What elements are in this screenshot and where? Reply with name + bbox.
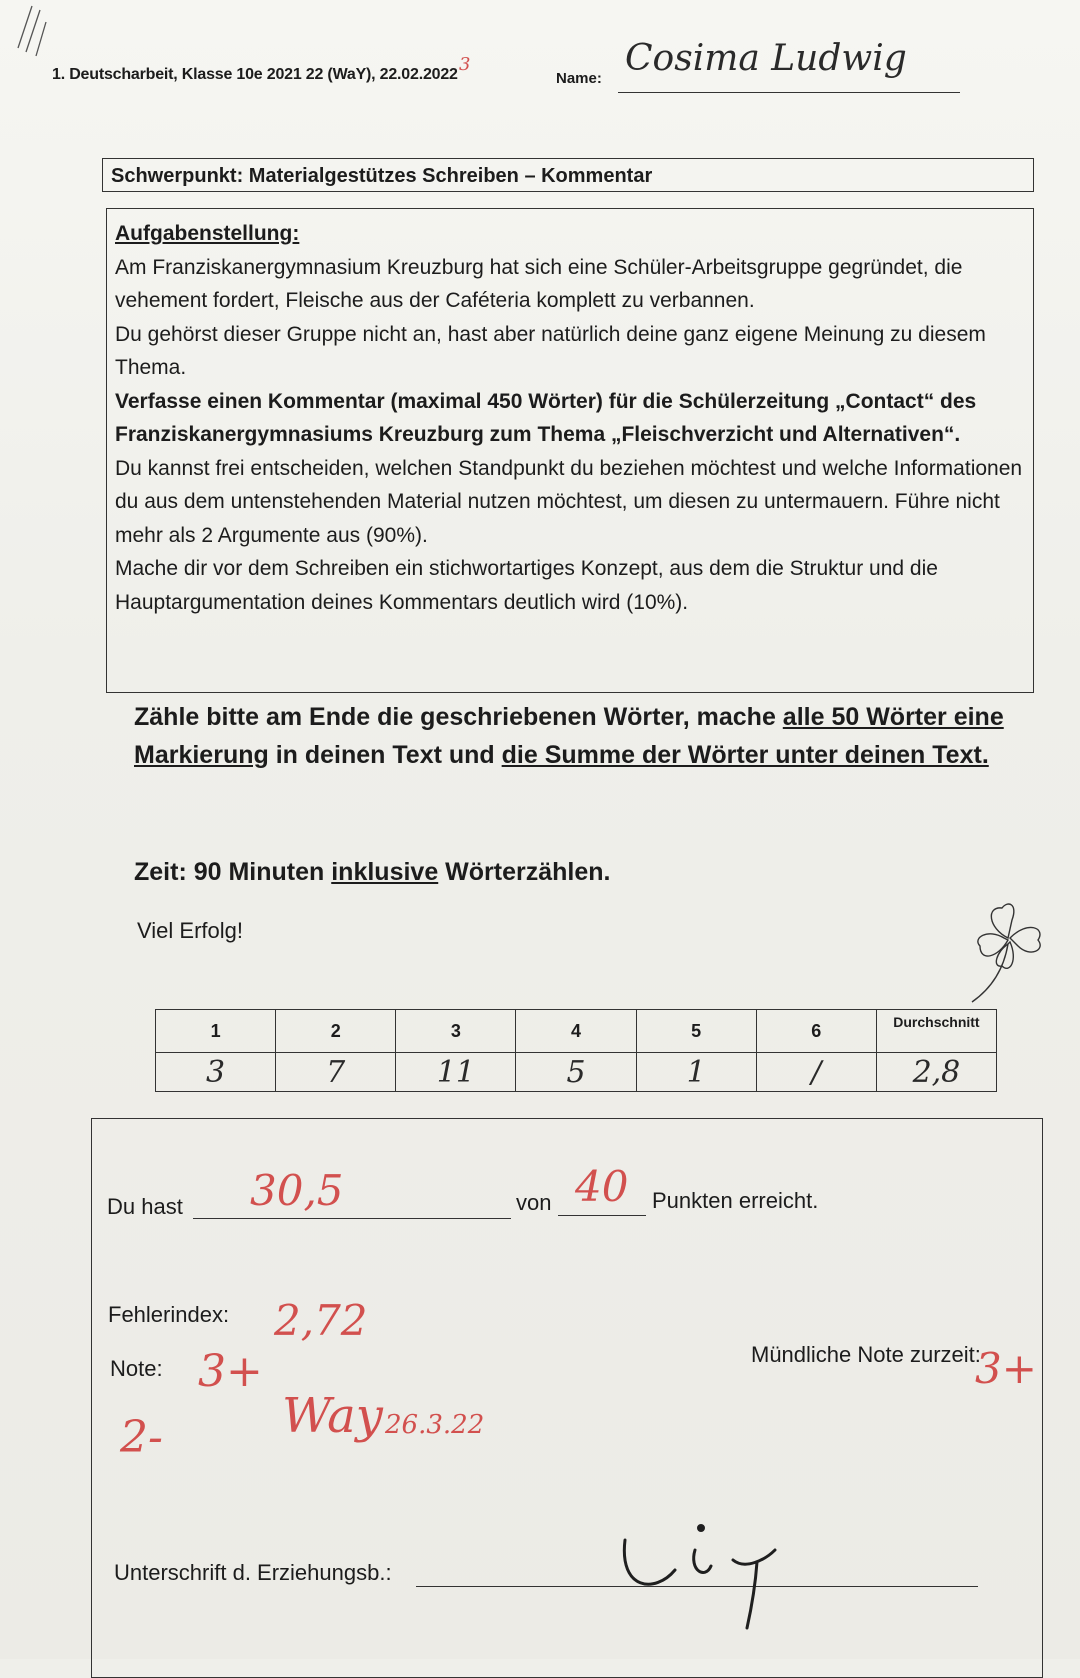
grade-header-row bbox=[156, 1010, 997, 1053]
instr-part-2: alle 50 Wörter eine Markierung bbox=[134, 703, 1004, 769]
grade-count: 3 bbox=[156, 1053, 276, 1092]
task-para-2: Du gehörst dieser Gruppe nicht an, hast aber natürlich deine ganz eigene Meinung zu diesem Thema. bbox=[115, 322, 986, 379]
grade-header: 6 bbox=[756, 1010, 876, 1053]
word-count-instructions bbox=[134, 698, 1014, 774]
grade-count: 11 bbox=[396, 1053, 516, 1092]
result-box bbox=[91, 1118, 1043, 1678]
exam-title: 1. Deutscharbeit, Klasse 10e 2021 22 (WaY), 22.02.2022 bbox=[52, 66, 458, 83]
date-correction: 3 bbox=[459, 54, 471, 75]
time-note bbox=[134, 858, 610, 887]
grading-date: 26.3.22 bbox=[385, 1410, 485, 1440]
you-have-label: Du hast bbox=[107, 1194, 183, 1219]
instr-part-4: die Summe der Wörter unter deinen Text. bbox=[501, 741, 989, 769]
oral-grade-value: 3+ bbox=[975, 1344, 1037, 1393]
error-index-value: 2,72 bbox=[274, 1296, 368, 1345]
name-line bbox=[618, 92, 960, 93]
points-achieved: 30,5 bbox=[250, 1166, 344, 1215]
instr-part-3: in deinen Text und bbox=[268, 741, 502, 769]
grade-label: Note: bbox=[110, 1356, 163, 1381]
max-points: 40 bbox=[575, 1162, 629, 1211]
grade-count: 1 bbox=[636, 1053, 756, 1092]
task-para-1: Am Franziskanergymnasium Kreuzburg hat sich eine Schüler-Arbeitsgruppe gegründet, die vehement fordert, Fleische aus der Caféteria komplett zu verbannen. bbox=[115, 255, 963, 312]
focus-box bbox=[102, 158, 1034, 192]
task-para-5: Mache dir vor dem Schreiben ein stichwortartiges Konzept, aus dem die Struktur und die Hauptargumentation deines Kommentars deutlich wird (10%). bbox=[115, 557, 938, 614]
parent-signature bbox=[615, 1510, 805, 1630]
grade-header: 1 bbox=[156, 1010, 276, 1053]
points-line bbox=[193, 1218, 511, 1219]
task-heading: Aufgabenstellung: bbox=[115, 222, 300, 245]
task-para-4: Du kannst frei entscheiden, welchen Standpunkt du beziehen möchtest und welche Informationen du aus dem untenstehenden Material nutzen möchtest, um diesen zu untermauern. Führe nicht mehr als 2 Argumente aus (90%). bbox=[115, 456, 1023, 547]
of-label: von bbox=[516, 1190, 552, 1215]
time-part-2: inklusive bbox=[331, 858, 439, 886]
grade-count-row bbox=[156, 1053, 997, 1092]
grade-count: / bbox=[756, 1053, 876, 1092]
time-part-3: Wörterzählen. bbox=[438, 858, 611, 886]
grade-header: 2 bbox=[276, 1010, 396, 1053]
max-points-line bbox=[558, 1215, 646, 1216]
good-luck: Viel Erfolg! bbox=[137, 918, 243, 943]
signature-label: Unterschrift d. Erziehungsb.: bbox=[114, 1560, 392, 1585]
grade-count: 7 bbox=[276, 1053, 396, 1092]
oral-grade-label: Mündliche Note zurzeit: bbox=[751, 1342, 981, 1367]
grade-main: 3+ bbox=[198, 1346, 263, 1397]
average-header: Durchschnitt bbox=[876, 1010, 996, 1053]
instr-part-1: Zähle bitte am Ende die geschriebenen Wörter, mache bbox=[134, 703, 783, 731]
points-reached-label: Punkten erreicht. bbox=[652, 1188, 819, 1213]
grade-header: 3 bbox=[396, 1010, 516, 1053]
focus-label: Schwerpunkt: Materialgestützes Schreiben – Kommentar bbox=[111, 165, 653, 187]
grade-distribution-table bbox=[155, 1009, 997, 1092]
average-value: 2,8 bbox=[876, 1053, 996, 1092]
name-label: Name: bbox=[556, 70, 602, 87]
grade-header: 4 bbox=[516, 1010, 636, 1053]
task-para-3: Verfasse einen Kommentar (maximal 450 Wörter) für die Schülerzeitung „Contact“ des Franziskanergymnasiums Kreuzburg zum Thema „Fleischverzicht und Alternativen“. bbox=[115, 389, 977, 446]
grade-alt: 2- bbox=[120, 1412, 163, 1463]
grade-header: 5 bbox=[636, 1010, 756, 1053]
time-part-1: Zeit: 90 Minuten bbox=[134, 858, 332, 886]
clover-icon bbox=[968, 898, 1048, 1006]
student-name: Cosima Ludwig bbox=[625, 38, 907, 79]
teacher-initials: Way bbox=[282, 1388, 383, 1444]
grade-count: 5 bbox=[516, 1053, 636, 1092]
error-index-label: Fehlerindex: bbox=[108, 1302, 230, 1327]
task-box bbox=[106, 208, 1034, 693]
pencil-mark bbox=[10, 2, 50, 62]
